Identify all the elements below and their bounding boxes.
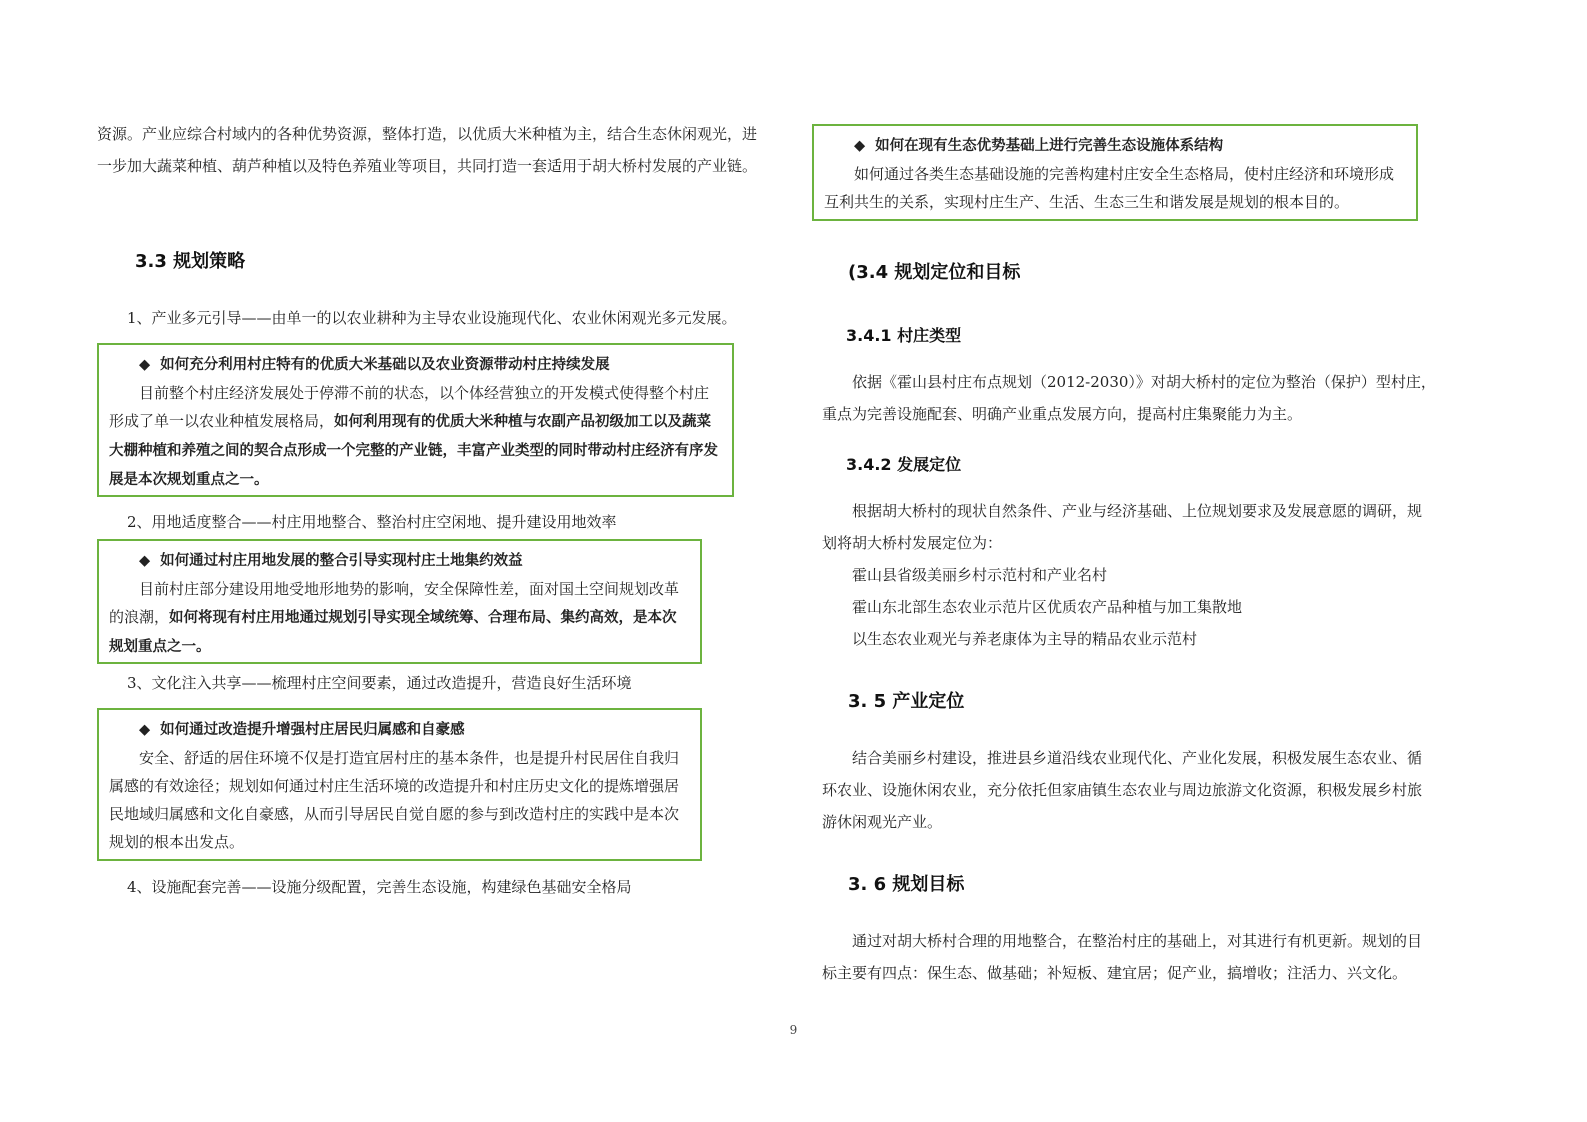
strategy-4: 4、设施配套完善——设施分级配置，完善生态设施，构建绿色基础安全格局 <box>127 878 632 896</box>
list-item: 霍山县省级美丽乡村示范村和产业名村 <box>852 566 1108 584</box>
page-number: 9 <box>789 1023 798 1037</box>
section-heading-3-4-2: 3.4.2 发展定位 <box>846 455 962 474</box>
callout-box-3 <box>97 708 702 861</box>
callout-title: 如何在现有生态优势基础上进行完善生态设施体系结构 <box>875 138 1224 154</box>
paragraph-3-4-2: 根据胡大桥村的现状自然条件、产业与经济基础、上位规划要求及发展意愿的调研，规划将胡大桥村发展定位为： <box>822 502 1423 552</box>
section-heading-3-3: 3.3 规划策略 <box>135 251 246 272</box>
position-list <box>822 559 1436 655</box>
strategy-3: 3、文化注入共享——梳理村庄空间要素，通过改造提升，营造良好生活环境 <box>127 674 632 692</box>
callout-box-4 <box>812 124 1418 221</box>
callout-body: 目前整个村庄经济发展处于停滞不前的状态，以个体经营独立的开发模式使得整个村庄形成了单一以农业种植发展格局，如何利用现有的优质大米种植与农副产品初级加工以及蔬菜大棚种植和养殖之间的契合点形成一个完整的产业链，丰富产业类型的同时带动村庄经济有序发展是本次规划重点之一。 <box>109 384 718 488</box>
diamond-bullet-icon: ◆ <box>854 138 866 154</box>
callout-title: 如何通过村庄用地发展的整合引导实现村庄土地集约效益 <box>160 553 523 569</box>
paragraph-3-4-1: 依据《霍山县村庄布点规划（2012-2030）》对胡大桥村的定位为整治（保护）型村庄，重点为完善设施配套、明确产业重点发展方向，提高村庄集聚能力为主。 <box>822 373 1436 423</box>
callout-body: 如何通过各类生态基础设施的完善构建村庄安全生态格局，使村庄经济和环境形成互利共生的关系，实现村庄生产、生活、生态三生和谐发展是规划的根本目的。 <box>824 165 1395 211</box>
callout-title: 如何通过改造提升增强村庄居民归属感和自豪感 <box>160 722 465 738</box>
section-heading-3-5: 3. 5 产业定位 <box>848 691 965 712</box>
intro-paragraph: 资源。产业应综合村域内的各种优势资源，整体打造，以优质大米种植为主，结合生态休闲观光，进一步加大蔬菜种植、葫芦种植以及特色养殖业等项目，共同打造一套适用于胡大桥村发展的产业链。 <box>97 125 758 175</box>
callout-box-2 <box>97 539 702 664</box>
strategy-2: 2、用地适度整合——村庄用地整合、整治村庄空闲地、提升建设用地效率 <box>127 513 617 531</box>
callout-title: 如何充分利用村庄特有的优质大米基础以及农业资源带动村庄持续发展 <box>160 357 610 373</box>
callout-body: 安全、舒适的居住环境不仅是打造宜居村庄的基本条件，也是提升村民居住自我归属感的有效途径；规划如何通过村庄生活环境的改造提升和村庄历史文化的提炼增强居民地域归属感和文化自豪感，从而引导居民自觉自愿的参与到改造村庄的实践中是本次规划的根本出发点。 <box>109 749 680 851</box>
section-heading-3-4: (3.4 规划定位和目标 <box>848 262 1021 283</box>
section-heading-3-6: 3. 6 规划目标 <box>848 874 965 895</box>
section-heading-3-4-1: 3.4.1 村庄类型 <box>846 326 962 345</box>
diamond-bullet-icon: ◆ <box>139 357 151 373</box>
diamond-bullet-icon: ◆ <box>139 722 151 738</box>
callout-body: 目前村庄部分建设用地受地形地势的影响，安全保障性差，面对国土空间规划改革的浪潮，如何将现有村庄用地通过规划引导实现全域统筹、合理布局、集约高效，是本次规划重点之一。 <box>109 580 680 655</box>
diamond-bullet-icon: ◆ <box>139 553 151 569</box>
list-item: 以生态农业观光与养老康体为主导的精品农业示范村 <box>852 630 1198 648</box>
strategy-1: 1、产业多元引导——由单一的以农业耕种为主导农业设施现代化、农业休闲观光多元发展。 <box>127 309 737 327</box>
paragraph-3-5: 结合美丽乡村建设，推进县乡道沿线农业现代化、产业化发展，积极发展生态农业、循环农业、设施休闲农业，充分依托但家庙镇生态农业与周边旅游文化资源，积极发展乡村旅游休闲观光产业。 <box>822 749 1423 831</box>
paragraph-3-6: 通过对胡大桥村合理的用地整合，在整治村庄的基础上，对其进行有机更新。规划的目标主要有四点：保生态、做基础；补短板、建宜居；促产业，搞增收；注活力、兴文化。 <box>822 932 1423 982</box>
callout-box-1 <box>97 343 734 497</box>
list-item: 霍山东北部生态农业示范片区优质农产品种植与加工集散地 <box>852 598 1243 616</box>
